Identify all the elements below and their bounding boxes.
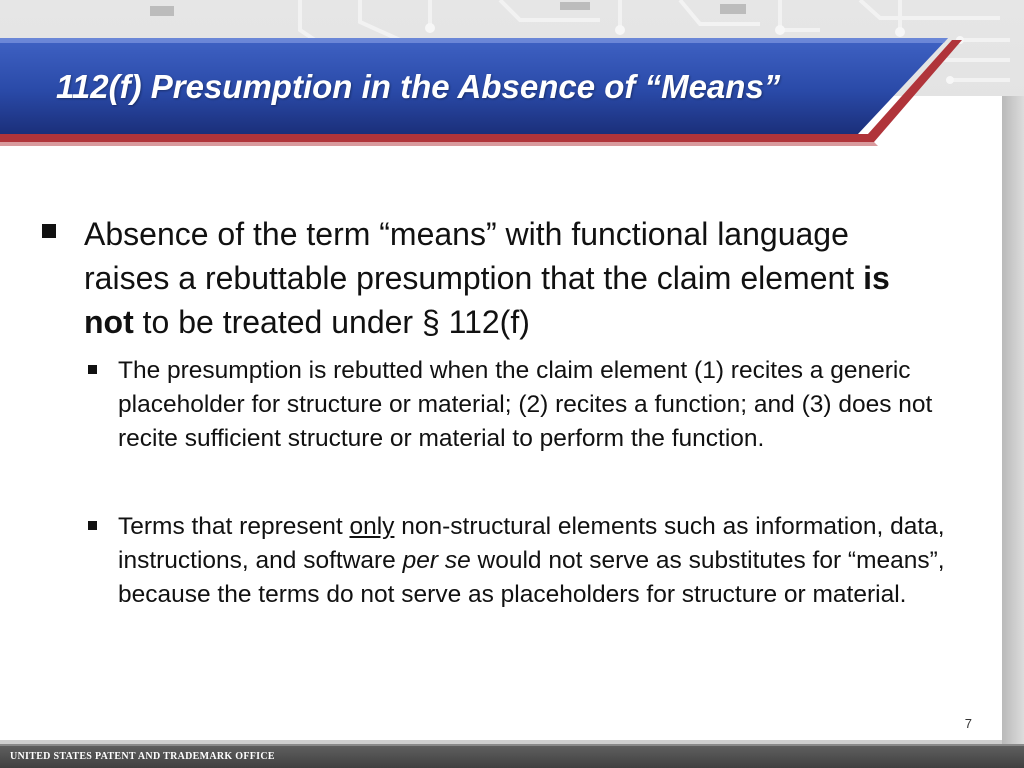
main-text-before: Absence of the term “means” with functional language raises a rebuttable presumption that the claim element [84,216,864,296]
main-bullet-text [84,216,890,340]
footer-bar [0,744,1024,768]
page-number: 7 [964,716,972,731]
slide-title: 112(f) Presumption in the Absence of “Means” [56,68,781,105]
sub-text-italic: per se [402,547,471,574]
square-bullet-icon [42,224,56,238]
sub-bullet-item [118,510,948,612]
sub-bullet-list [40,354,945,612]
panel-edge-shadow [1002,96,1024,746]
sub-text-underlined: only [349,513,395,540]
sub-bullet-item [118,354,948,456]
sub-bullet-text: The presumption is rebutted when the claim element (1) recites a generic placeholder for structure or material; (2) recites a function; and (3) does not recite sufficient structure or material to perform the function. [118,357,933,452]
main-text-after: to be treated under § 112(f) [133,304,530,340]
square-bullet-icon [88,521,97,530]
footer-text: UNITED STATES PATENT AND TRADEMARK OFFICE [10,751,275,762]
square-bullet-icon [88,365,97,374]
sub-bullet-text [118,513,945,608]
main-text-bold: is not [84,260,890,340]
sub-text-middle: non-structural elements such as information, data, instructions, and software [118,513,945,574]
slide-body [40,212,945,612]
sub-text-before: Terms that represent [118,513,350,540]
sub-text-after: would not serve as substitutes for “means”, because the terms do not serve as placeholders for structure or material. [118,547,945,608]
main-bullet-item [40,212,940,344]
